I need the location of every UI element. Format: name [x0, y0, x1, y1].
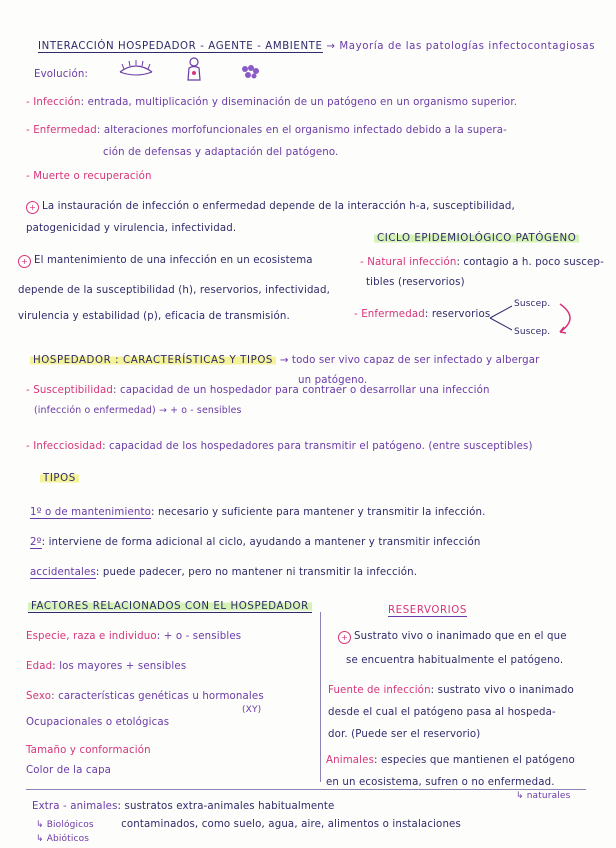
- factor-especie: Especie, raza e individuo: + o - sensibles: [26, 631, 242, 642]
- reservorios-def-cont: se encuentra habitualmente el patógeno.: [346, 655, 564, 666]
- tipo-accidentales: accidentales: puede padecer, pero no mantener ni transmitir la infección.: [30, 567, 418, 578]
- factores-title: FACTORES RELACIONADOS CON EL HOSPEDADOR: [28, 600, 312, 613]
- term: - Infección: [26, 97, 81, 108]
- suscep-top: Suscep.: [514, 299, 551, 309]
- factor-edad: Edad: los mayores + sensibles: [26, 661, 187, 672]
- virus-figure-icon: [184, 56, 204, 86]
- fuente-cont1: desde el cual el patógeno pasa al hospeda-: [328, 707, 556, 718]
- title-note: → Mayoría de las patologías infectocontagiosas: [326, 41, 596, 52]
- susceptibilidad-cont: (infección o enfermedad) → + o - sensibles: [34, 405, 242, 416]
- infecciosidad-def: - Infecciosidad: capacidad de los hospedadores para transmitir el patógeno. (entre susceptibles): [26, 441, 533, 452]
- animales-note: ↳ naturales: [516, 791, 571, 801]
- bottom-divider: [26, 789, 586, 790]
- mantenimiento-line1: + El mantenimiento de una infección en un ecosistema: [18, 254, 313, 268]
- text: : entrada, multiplicación y diseminación de un patógeno en un organismo superior.: [80, 97, 518, 108]
- definition-enfermedad-cont: ción de defensas y adaptación del patógeno.: [103, 147, 339, 158]
- ciclo-enfermedad: - Enfermedad: reservorios: [354, 309, 491, 320]
- factor-color: Color de la capa: [26, 765, 112, 776]
- ciclo-title: CICLO EPIDEMIOLÓGICO PATÓGENO: [374, 232, 579, 245]
- reservorios-def: + Sustrato vivo o inanimado que en el que: [338, 630, 567, 644]
- factor-sexo-xy: (XY): [242, 705, 262, 715]
- extra-biologicos: ↳ Biológicos contaminados, como suelo, agua, aire, alimentos o instalaciones: [36, 819, 461, 830]
- factor-tamano: Tamaño y conformación: [26, 745, 151, 756]
- title-text: INTERACCIÓN HOSPEDADOR - AGENTE - AMBIENTE: [38, 41, 323, 52]
- text: : alteraciones morfofuncionales en el organismo infectado debido a la supera-: [96, 125, 507, 136]
- infeccion-note-cont: patogenicidad y virulencia, infectividad.: [26, 223, 237, 234]
- evolucion-label: Evolución:: [34, 69, 89, 80]
- definition-muerte: - Muerte o recuperación: [26, 171, 152, 182]
- bullet-icon: +: [18, 255, 31, 268]
- definition-infeccion: [26, 96, 517, 109]
- column-divider: [320, 612, 321, 782]
- page-title: [38, 40, 595, 53]
- fuente-infeccion: Fuente de infección: sustrato vivo o inanimado: [328, 685, 574, 696]
- suscep-bottom: Suscep.: [514, 327, 551, 337]
- cycle-arrows-icon: [486, 298, 582, 344]
- factor-ocupacionales: Ocupacionales o etológicas: [26, 717, 170, 728]
- bullet-icon: +: [26, 201, 39, 214]
- animales-def: Animales: especies que mantienen el patógeno: [326, 755, 575, 766]
- bullet-icon: +: [338, 631, 351, 644]
- cell-cluster-icon: [240, 64, 260, 84]
- mantenimiento-line2: depende de la susceptibilidad (h), reservorios, infectividad,: [18, 285, 330, 296]
- ciclo-natural-cont: tibles (reservorios): [366, 277, 465, 288]
- hospedador-title: HOSPEDADOR : CARACTERÍSTICAS Y TIPOS → todo ser vivo capaz de ser infectado y albergar: [30, 354, 540, 367]
- mantenimiento-line3: virulencia y estabilidad (p), eficacia de transmisión.: [18, 311, 290, 322]
- factor-sexo: Sexo: características genéticas u hormonales: [26, 691, 264, 702]
- animales-cont: en un ecosistema, sufren o no enfermedad.: [326, 777, 555, 788]
- fuente-cont2: dor. (Puede ser el reservorio): [328, 729, 481, 740]
- hospedador-title-cont: un patógeno.: [298, 375, 368, 386]
- eye-icon: [118, 60, 154, 84]
- infeccion-note: [26, 200, 515, 214]
- definition-enfermedad: [26, 124, 507, 137]
- note-line1: La instauración de infección o enfermedad depende de la interacción h-a, susceptibilidad,: [42, 201, 515, 212]
- tipos-title: TIPOS: [40, 472, 79, 485]
- tipo-secundario: 2º: interviene de forma adicional al ciclo, ayudando a mantener y transmitir infección: [30, 537, 481, 548]
- extra-animales: Extra - animales: sustratos extra-animales habitualmente: [32, 801, 335, 812]
- extra-abioticos: ↳ Abióticos: [36, 834, 90, 844]
- ciclo-natural: - Natural infección: contagio a h. poco suscep-: [360, 257, 604, 268]
- tipo-mantenimiento: 1º o de mantenimiento: necesario y suficiente para mantener y transmitir la infección.: [30, 507, 486, 518]
- reservorios-title: RESERVORIOS: [388, 605, 467, 616]
- term: - Enfermedad: [26, 125, 97, 136]
- susceptibilidad-def: - Susceptibilidad: capacidad de un hospedador para contraer o desarrollar una infección: [26, 385, 490, 396]
